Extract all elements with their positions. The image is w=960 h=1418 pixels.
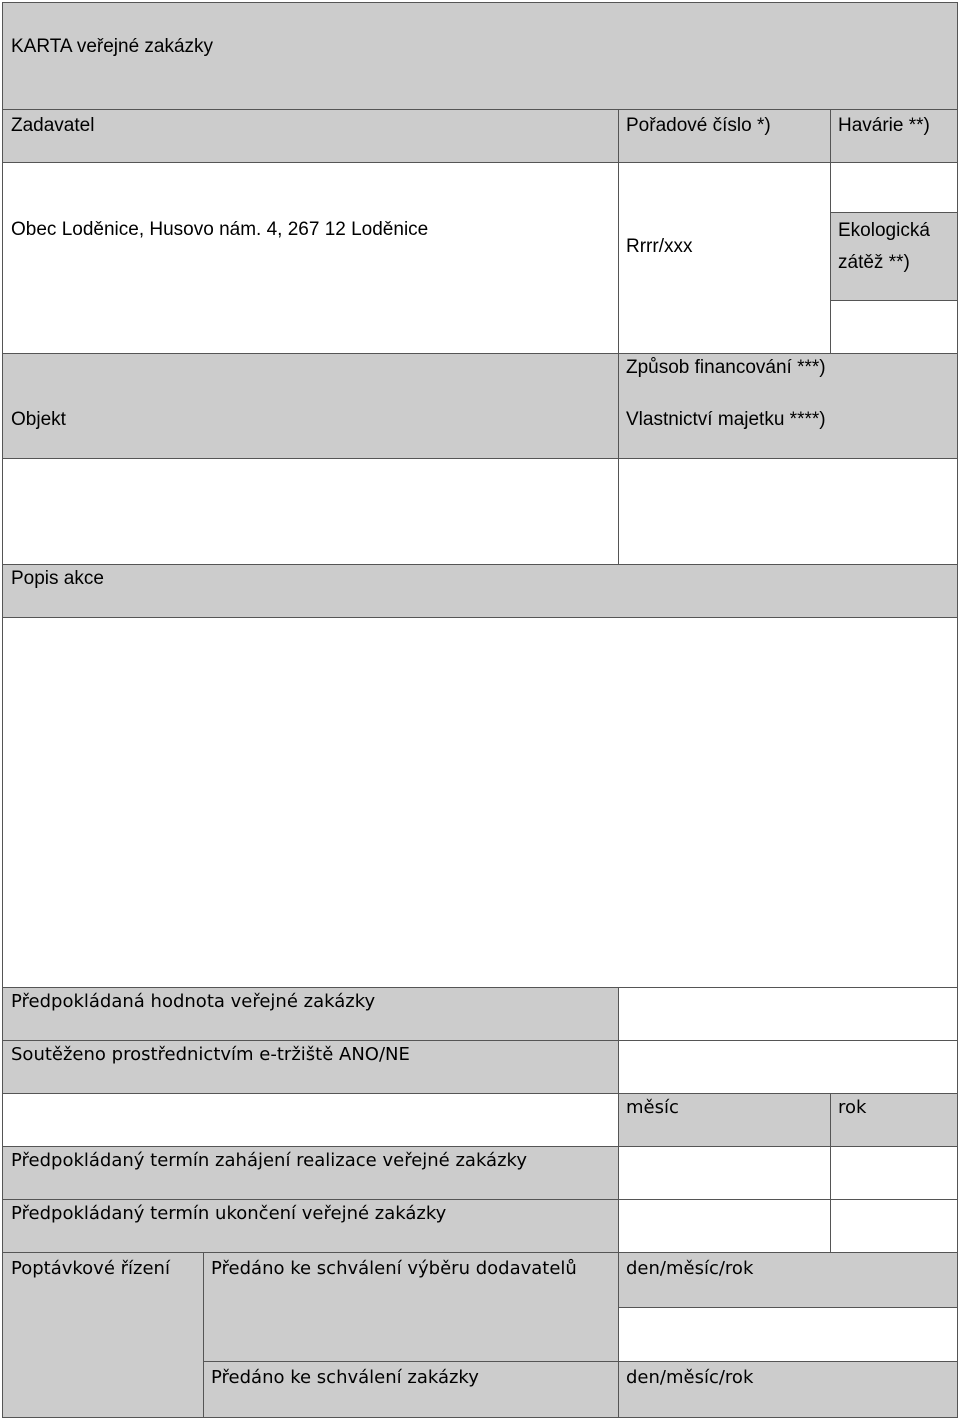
page-title: KARTA veřejné zakázky	[11, 36, 214, 57]
predano-vyber-label: Předáno ke schválení výběru dodavatelů	[211, 1258, 577, 1279]
soutezeno-label-cell	[2, 1040, 619, 1094]
objekt-label-cell	[2, 353, 619, 459]
zpusob-financovani-label: Způsob financování ***)	[626, 357, 826, 378]
predpokladana-hodnota-value-cell[interactable]	[618, 987, 958, 1041]
zadavatel-label-cell	[2, 109, 619, 163]
popis-akce-label: Popis akce	[11, 568, 104, 589]
predpokladana-hodnota-label: Předpokládaná hodnota veřejné zakázky	[11, 991, 376, 1012]
zadavatel-value-cell[interactable]	[2, 162, 619, 354]
poradove-cislo-value-cell[interactable]	[618, 162, 831, 354]
poptavkove-rizeni-label: Poptávkové řízení	[11, 1258, 170, 1279]
blank-cell	[2, 1093, 619, 1147]
den-mesic-rok-label-1: den/měsíc/rok	[626, 1258, 754, 1279]
termin-ukonceni-rok-cell[interactable]	[830, 1199, 958, 1253]
poptavkove-rizeni-label-cell	[2, 1252, 204, 1418]
financovani-value-cell[interactable]	[618, 458, 958, 565]
zadavatel-value: Obec Loděnice, Husovo nám. 4, 267 12 Loděnice	[11, 219, 429, 240]
poradove-cislo-label: Pořadové číslo *)	[626, 115, 771, 136]
soutezeno-label: Soutěženo prostřednictvím e-tržiště ANO/NE	[11, 1044, 410, 1065]
termin-zahajeni-rok-cell[interactable]	[830, 1146, 958, 1200]
havarie-label-cell	[830, 109, 958, 163]
termin-zahajeni-mesic-cell[interactable]	[618, 1146, 831, 1200]
ekologicka-zatez-label-cell	[830, 212, 958, 301]
den-mesic-rok-label-2-cell	[618, 1361, 958, 1418]
poradove-cislo-label-cell	[618, 109, 831, 163]
poradove-cislo-value: Rrrr/xxx	[626, 236, 693, 257]
termin-zahajeni-label-cell	[2, 1146, 619, 1200]
rok-label-cell	[830, 1093, 958, 1147]
havarie-value-cell[interactable]	[830, 162, 958, 213]
popis-akce-label-cell	[2, 564, 958, 618]
termin-ukonceni-label: Předpokládaný termín ukončení veřejné zakázky	[11, 1203, 447, 1224]
termin-ukonceni-label-cell	[2, 1199, 619, 1253]
havarie-label: Havárie **)	[838, 115, 930, 136]
predano-zakazky-label-cell	[203, 1361, 619, 1418]
den-mesic-rok-label-1-cell	[618, 1252, 958, 1308]
ekologicka-zatez-label-line2: zátěž **)	[838, 252, 910, 273]
termin-ukonceni-mesic-cell[interactable]	[618, 1199, 831, 1253]
soutezeno-value-cell[interactable]	[618, 1040, 958, 1094]
objekt-value-cell[interactable]	[2, 458, 619, 565]
mesic-label-cell	[618, 1093, 831, 1147]
title-cell	[2, 2, 958, 110]
vlastnictvi-majetku-label: Vlastnictví majetku ****)	[626, 409, 826, 430]
predano-zakazky-label: Předáno ke schválení zakázky	[211, 1367, 479, 1388]
ekologicka-zatez-value-cell[interactable]	[830, 300, 958, 354]
zadavatel-label: Zadavatel	[11, 115, 95, 136]
predpokladana-hodnota-label-cell	[2, 987, 619, 1041]
mesic-label: měsíc	[626, 1097, 679, 1118]
predano-vyber-label-cell	[203, 1252, 619, 1362]
den-mesic-rok-label-2: den/měsíc/rok	[626, 1367, 754, 1388]
ekologicka-zatez-label-line1: Ekologická	[838, 220, 930, 241]
objekt-label: Objekt	[11, 409, 66, 430]
termin-zahajeni-label: Předpokládaný termín zahájení realizace veřejné zakázky	[11, 1150, 527, 1171]
predano-vyber-date-cell[interactable]	[618, 1307, 958, 1362]
rok-label: rok	[838, 1097, 867, 1118]
zpusob-financovani-label-cell	[618, 353, 958, 459]
popis-akce-value-area[interactable]	[2, 617, 958, 988]
